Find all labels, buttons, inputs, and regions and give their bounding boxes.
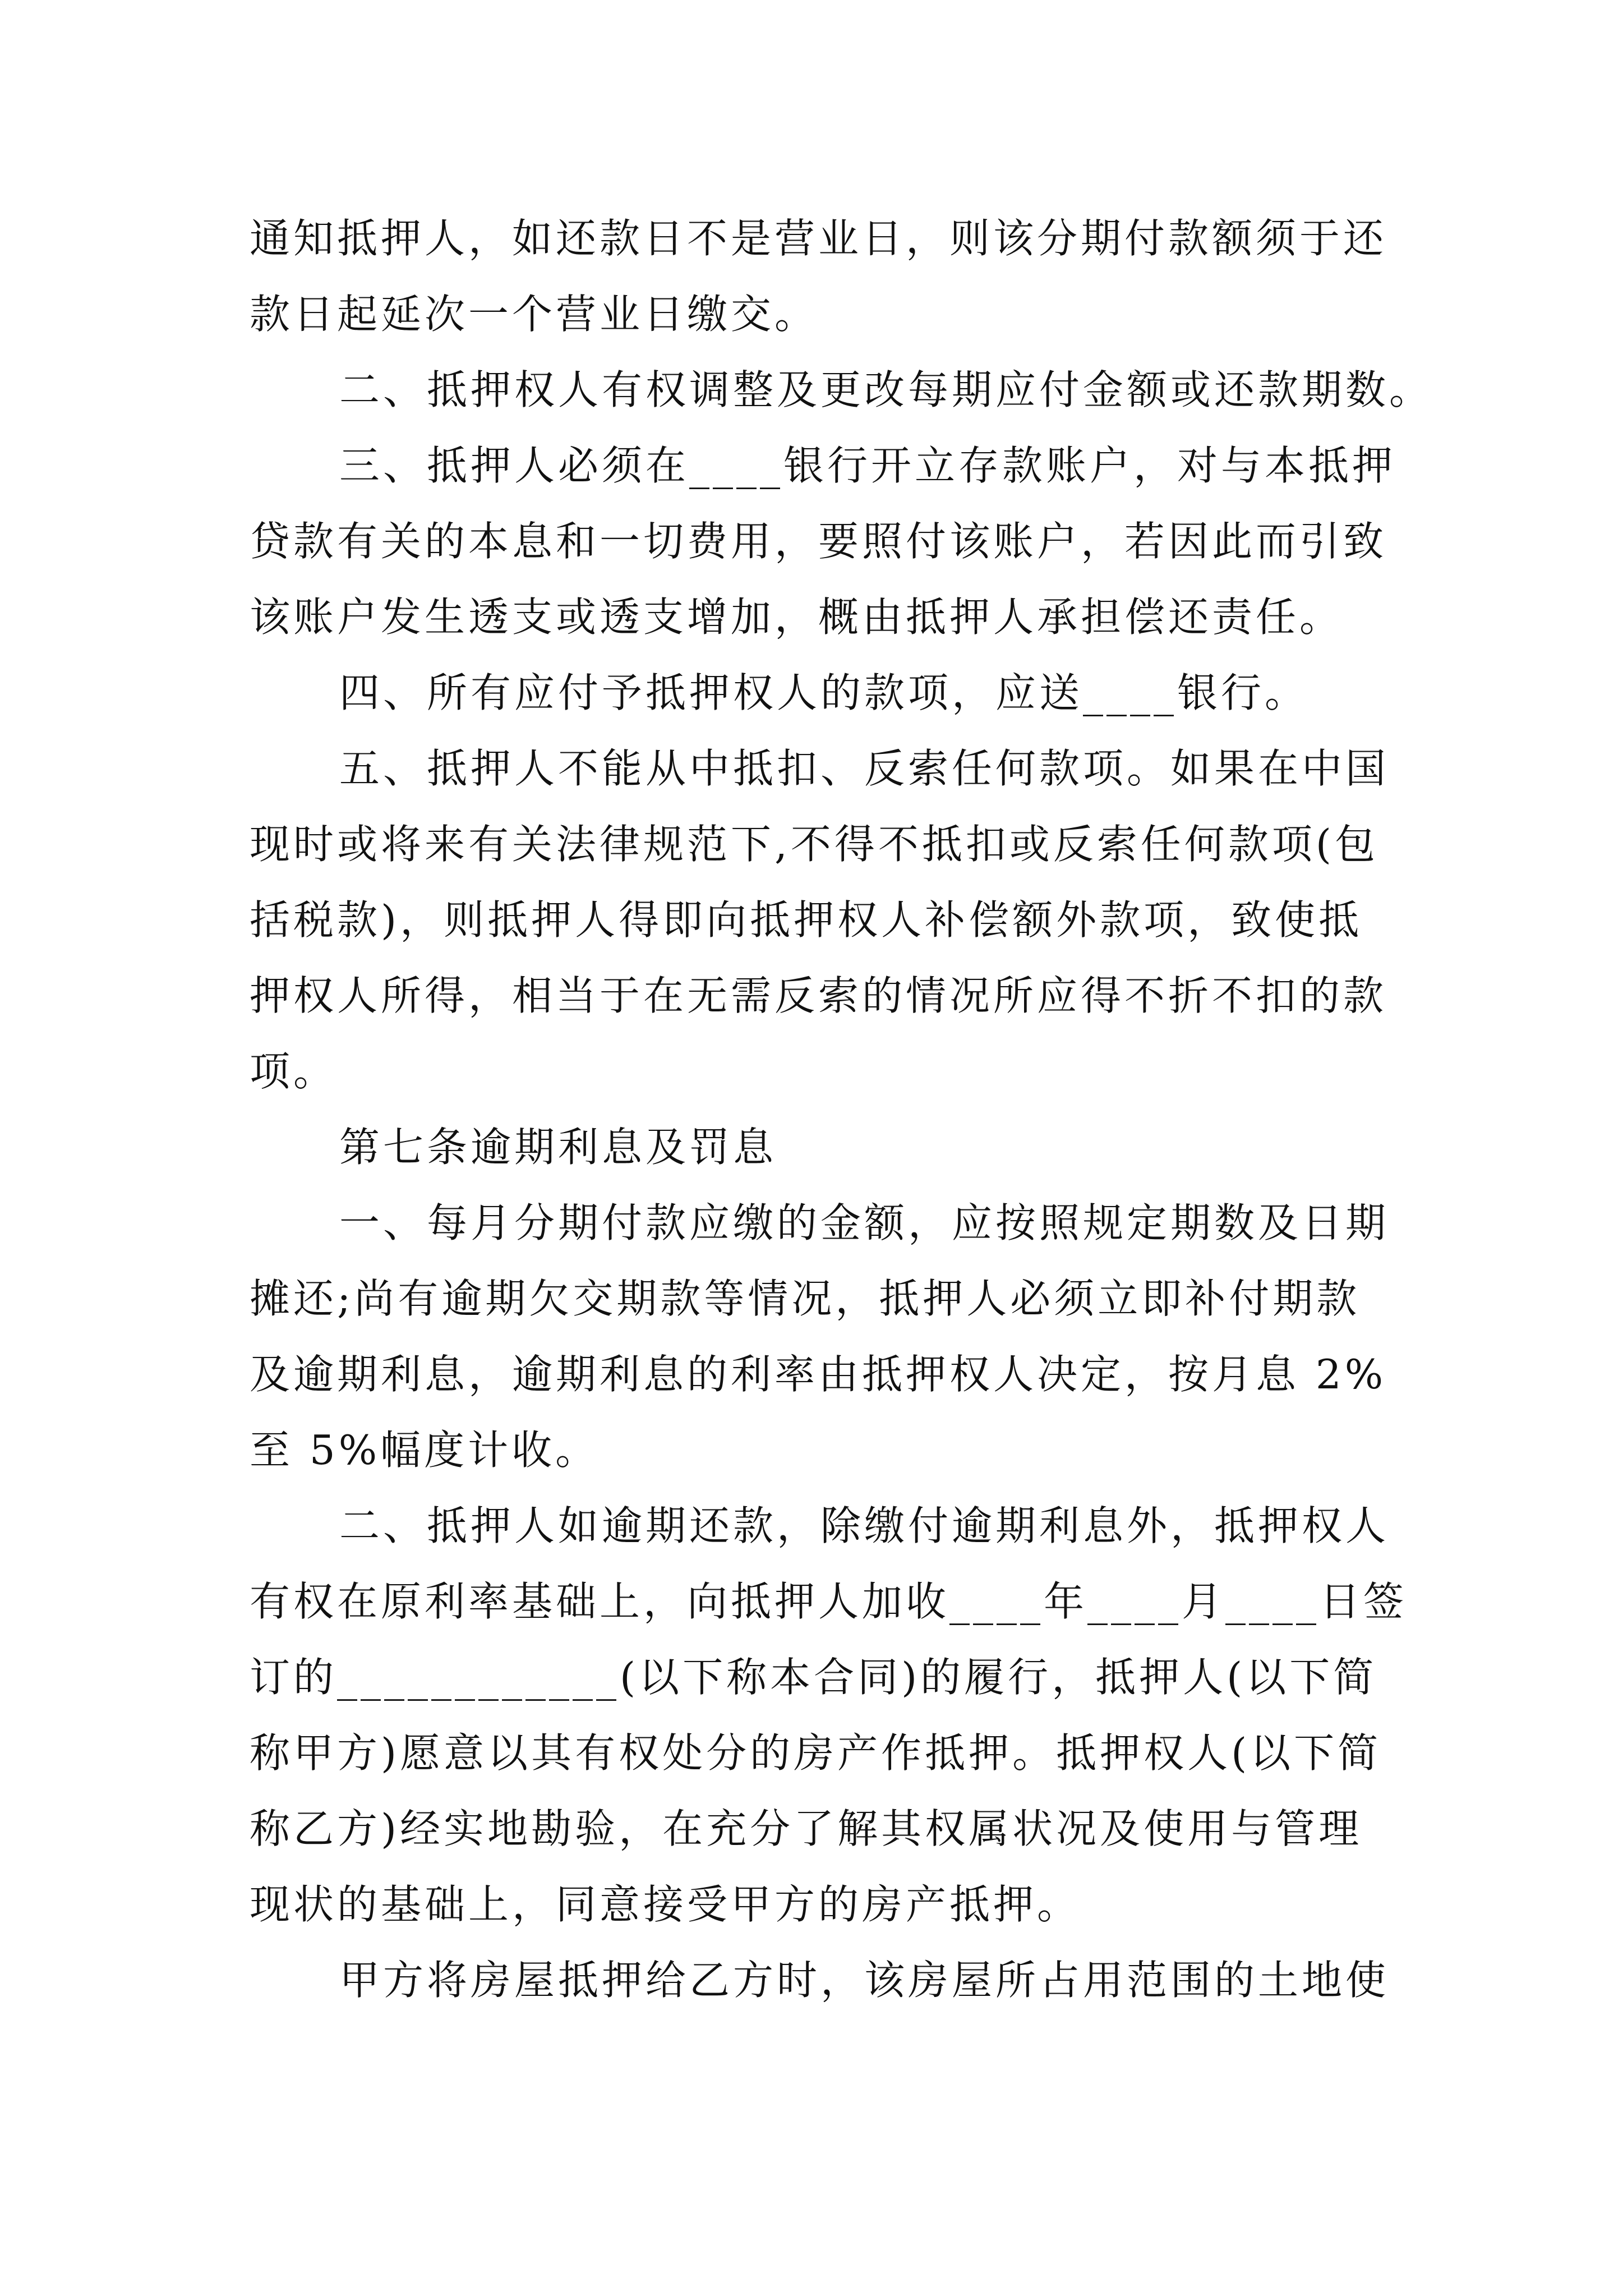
text-line: 三、抵押人必须在____银行开立存款账户，对与本抵押 <box>339 442 1396 489</box>
text-line: 至 5%幅度计收。 <box>250 1427 600 1474</box>
text-line: 五、抵押人不能从中抵扣、反索任何款项。如果在中国 <box>339 745 1390 792</box>
text-line: 现时或将来有关法律规范下,不得不抵扣或反索任何款项(包 <box>250 821 1378 868</box>
text-line: 摊还;尚有逾期欠交期款等情况，抵押人必须立即补付期款 <box>250 1275 1361 1322</box>
text-line: 一、每月分期付款应缴的金额，应按照规定期数及日期 <box>339 1199 1390 1246</box>
text-line: 四、所有应付予抵押权人的款项，应送____银行。 <box>339 669 1309 716</box>
text-line: 款日起延次一个营业日缴交。 <box>250 291 819 338</box>
text-line: 括税款)，则抵押人得即向抵押权人补偿额外款项，致使抵 <box>250 896 1363 944</box>
text-line: 现状的基础上，同意接受甲方的房产抵押。 <box>250 1881 1081 1928</box>
section-heading: 第七条逾期利息及罚息 <box>339 1124 777 1171</box>
text-line: 甲方将房屋抵押给乙方时，该房屋所占用范围的土地使 <box>339 1957 1390 2004</box>
text-line: 项。 <box>250 1048 338 1095</box>
text-line: 称甲方)愿意以其有权处分的房产作抵押。抵押权人(以下简 <box>250 1729 1382 1777</box>
text-line: 订的____________(以下称本合同)的履行，抵押人(以下简 <box>250 1654 1377 1701</box>
text-line: 该账户发生透支或透支增加，概由抵押人承担偿还责任。 <box>250 593 1344 641</box>
text-line: 有权在原利率基础上，向抵押人加收____年____月____日签 <box>250 1578 1408 1625</box>
text-line: 二、抵押权人有权调整及更改每期应付金额或还款期数。 <box>339 366 1433 413</box>
text-line: 二、抵押人如逾期还款，除缴付逾期利息外，抵押权人 <box>339 1502 1390 1549</box>
text-line: 及逾期利息，逾期利息的利率由抵押权人决定，按月息 2% <box>250 1351 1387 1398</box>
text-line: 通知抵押人，如还款日不是营业日，则该分期付款额须于还 <box>250 215 1387 262</box>
text-line: 称乙方)经实地勘验，在充分了解其权属状况及使用与管理 <box>250 1805 1363 1852</box>
text-line: 押权人所得，相当于在无需反索的情况所应得不折不扣的款 <box>250 972 1387 1019</box>
text-line: 贷款有关的本息和一切费用，要照付该账户，若因此而引致 <box>250 518 1387 565</box>
